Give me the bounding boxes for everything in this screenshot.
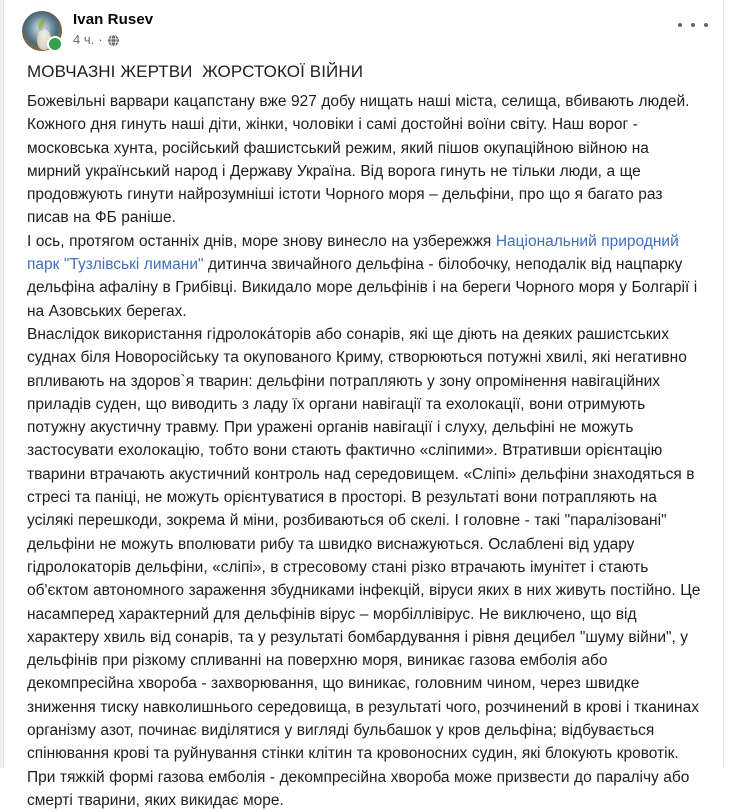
post-paragraph-1	[27, 90, 706, 230]
post-card	[5, 0, 720, 809]
post-title: МОВЧАЗНІ ЖЕРТВИ ЖОРСТОКОЇ ВІЙНИ	[27, 62, 364, 81]
paragraph-2-lead-text: І ось, протягом останніх днів, море знову винесло на узбережжя	[27, 232, 496, 250]
post-timestamp[interactable]: 4 ч.	[73, 32, 95, 47]
paragraph-1-text: Божевільні варвари кацапстану вже 927 добу нищать наші міста, селища, вбивають людей. Кожного дня гинуть наші діти, жінки, чоловіки і самі достойні воїни світу. Наш ворог - московська хунта, російський фашистський режим, який пішов окупаційною війною на мирний український народ і Державу Україна. Від ворога гинуть не тільки люди, а ще продовжують гинути найрозумніші істоти Чорного моря – дельфіни, про що я багато раз писав на ФБ раніше.	[27, 93, 690, 227]
page-left-gutter	[0, 0, 4, 768]
more-dot-2	[691, 23, 695, 27]
post-header	[5, 0, 720, 54]
author-name[interactable]: Ivan Rusev	[73, 11, 154, 28]
page-right-border	[723, 0, 749, 768]
more-dot-3	[704, 23, 708, 27]
paragraph-2-tail-text: дитинча звичайного дельфіна - білобочку, неподалік від нацпарку дельфіна афаліну в Грибівці. Викидало море дельфінів і на береги Чорного моря у Болгарії і на Азовських берегах.	[27, 256, 698, 320]
post-body	[5, 60, 720, 812]
post-meta	[73, 32, 153, 48]
paragraph-3-text: Внаслідок використання гідролока́торів або сонарів, які ще діють на деяких рашистських суднах біля Новоросійську та окупованого Криму, створюються потужні хвилі, які негативно впливають на здоров`я тварин: дельфіни потрапляють у зону опромінення навігаційних приладів суден, що виводить з ладу їх органи навігації та ехолокації, вони отримують потужну акустичну травму. При уражені органів навігації і слуху, дельфіні не можуть застосувати ехолокацію, тобто вони стають фактично «сліпими». Втративши орієнтацію тварини втрачають акустичний контроль над середовищем. «Сліпі» дельфіни знаходяться в стресі та паніці, не можуть орієнтуватися в просторі. В результаті вони потрапляють на усілякі перешкоди, зокрема й міни, розбиваються об скелі. І головне - такі "паралізовані" дельфіни не можуть вполювати рибу та швидко виснажуються. Ослаблені від удару гідролокаторів дельфіни, «сліпі», в стресовому стані різко втрачають імунітет і стають об'єктом автономного зараження збудниками інфекцій, віруси яких в них живуть постійно. Це насамперед характерний для дельфінів вірус – морбіллівірус. Не виключено, що від характеру хвиль від сонарів, та у результаті бомбардування і рівня децибел "шуму війни", у дельфінів при різкому спливанні на поверхню моря, виникає газова емболія або декомпресійна хвороба - захворювання, що виникає, головним чином, через швидке зниження тиску навколишнього середовища, в результаті чого, розчинений в крові і тканинах організму азот, починає виділятися у вигляді бульбашок у кров дельфіна; відбувається спінювання крові та руйнування стінки клітин та кровоносних судин, які блокують кровотік. При тяжкій формі газова емболія - декомпресійна хвороба може призвести до паралічу або смерті тварини, яких викидає море.	[27, 325, 701, 809]
post-paragraph-3	[27, 323, 706, 812]
avatar[interactable]	[22, 11, 62, 51]
tuzly-estuaries-park-link[interactable]: Національний природний парк "Тузлівські лимани"	[27, 232, 679, 274]
globe-icon[interactable]	[107, 34, 120, 47]
post-paragraph-2	[27, 230, 706, 323]
post-author-block	[73, 8, 153, 48]
online-status-dot	[47, 36, 63, 52]
meta-separator: ·	[98, 32, 103, 47]
more-options-icon[interactable]	[678, 16, 708, 34]
more-dot-1	[678, 23, 682, 27]
